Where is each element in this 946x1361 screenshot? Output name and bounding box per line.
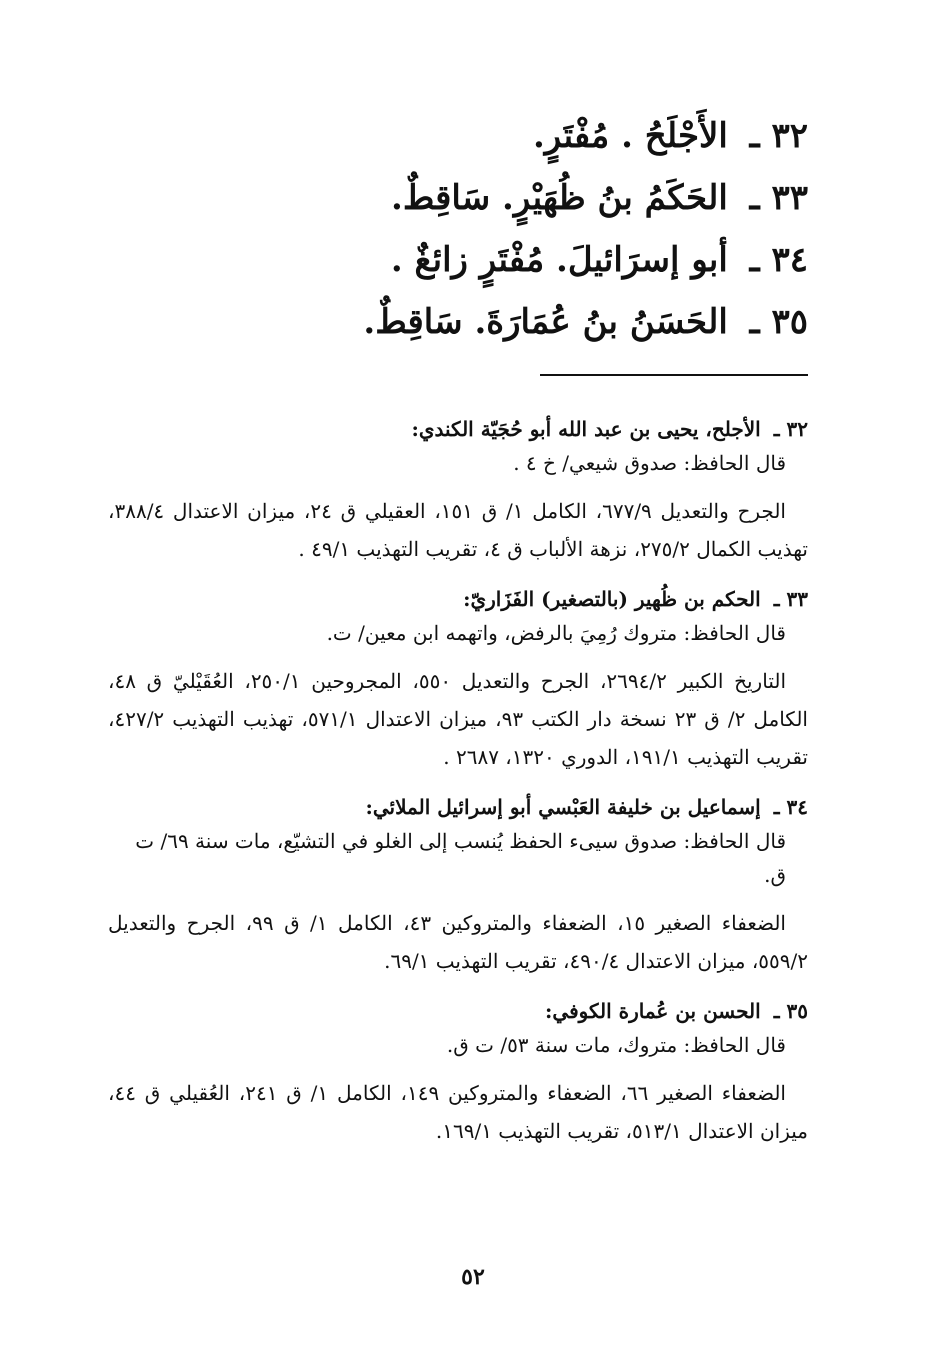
main-entry-text: أبو إسرَائيلَ. مُفْتَرٍ زائغٌ . xyxy=(390,240,728,280)
main-entry xyxy=(248,167,808,229)
footnote xyxy=(108,790,808,980)
footnote xyxy=(108,582,808,776)
footnote-references: الضعفاء الصغير ٦٦، الضعفاء والمتروكين ١٤٩، الكامل ١/ ق ٢٤١، العُقيلي ق ٤٤، ميزان الاعتدال ٥١٣/١، تقريب التهذيب ١٦٩/١. xyxy=(108,1081,808,1143)
page-number: ٥٢ xyxy=(461,1264,485,1290)
footnote-number: ٣٢ ـ xyxy=(773,417,808,441)
footnote-name: الأجلح، يحيى بن عبد الله أبو حُجَيّة الكندي: xyxy=(411,417,761,441)
main-entry-text: الأَجْلَحُ . مُفْتَرٍ. xyxy=(532,116,728,156)
footnote-references: الضعفاء الصغير ١٥، الضعفاء والمتروكين ٤٣، الكامل ١/ ق ٩٩، الجرح والتعديل ٥٥٩/٢، ميزان الاعتدال ٤٩٠/٤، تقريب التهذيب ٦٩/١. xyxy=(108,911,808,973)
footnote-name: إسماعيل بن خليفة العَبْسي أبو إسرائيل الملائي: xyxy=(365,795,761,819)
main-entry-number: ٣٤ ـ xyxy=(749,240,808,280)
main-entry-text: الحَكَمُ بنُ ظُهَيْرٍ. سَاقِطٌ. xyxy=(391,178,728,218)
footnote-number: ٣٤ ـ xyxy=(773,795,808,819)
footnote-heading xyxy=(108,994,808,1028)
main-entry xyxy=(248,105,808,167)
footnote xyxy=(108,412,808,568)
footnote-hafiz-verdict: قال الحافظ: صدوق شيعي/ خ ٤ . xyxy=(513,451,786,475)
main-entry-text: الحَسَنُ بنُ عُمَارَةَ. سَاقِطٌ. xyxy=(363,302,728,342)
footnote-number: ٣٥ ـ xyxy=(773,999,808,1023)
footnote-divider xyxy=(540,374,808,376)
footnote-heading xyxy=(108,582,808,616)
main-entry xyxy=(248,291,808,353)
footnote-hafiz-verdict: قال الحافظ: متروك رُمِيَ بالرفض، واتهمه ابن معين/ ت. xyxy=(326,621,786,645)
footnote xyxy=(108,994,808,1150)
footnote-heading xyxy=(108,412,808,446)
footnotes xyxy=(108,412,808,1164)
footnote-number: ٣٣ ـ xyxy=(773,587,808,611)
footnote-references: التاريخ الكبير ٢٦٩٤/٢، الجرح والتعديل ٥٥٠، المجروحين ٢٥٠/١، العُقَيْليّ ق ٤٨، الكامل ٢/ ق ٢٣ نسخة دار الكتب ٩٣، ميزان الاعتدال ٥٧١/١، تهذيب التهذيب ٤٢٧/٢، تقريب التهذيب ١٩١/١، الدوري ١٣٢٠، ٢٦٨٧ . xyxy=(108,669,808,769)
main-entries-list xyxy=(248,105,808,353)
footnote-name: الحكم بن ظُهير (بالتصغير) الفَزَاريّ: xyxy=(463,587,761,611)
main-entry-number: ٣٣ ـ xyxy=(749,178,808,218)
main-entry xyxy=(248,229,808,291)
footnote-hafiz-verdict: قال الحافظ: صدوق سيىء الحفظ يُنسب إلى الغلو في التشيّع، مات سنة ٦٩/ ت ق. xyxy=(135,829,786,887)
main-entry-number: ٣٥ ـ xyxy=(749,302,808,342)
main-entry-number: ٣٢ ـ xyxy=(749,116,808,156)
footnote-name: الحسن بن عُمارة الكوفي: xyxy=(545,999,761,1023)
footnote-hafiz-verdict: قال الحافظ: متروك، مات سنة ٥٣/ ت ق. xyxy=(446,1033,786,1057)
footnote-heading xyxy=(108,790,808,824)
footnote-references: الجرح والتعديل ٦٧٧/٩، الكامل ١/ ق ١٥١، العقيلي ق ٢٤، ميزان الاعتدال ٣٨٨/٤، تهذيب الكمال ٢٧٥/٢، نزهة الألباب ق ٤، تقريب التهذيب ٤٩/١ . xyxy=(108,499,808,561)
